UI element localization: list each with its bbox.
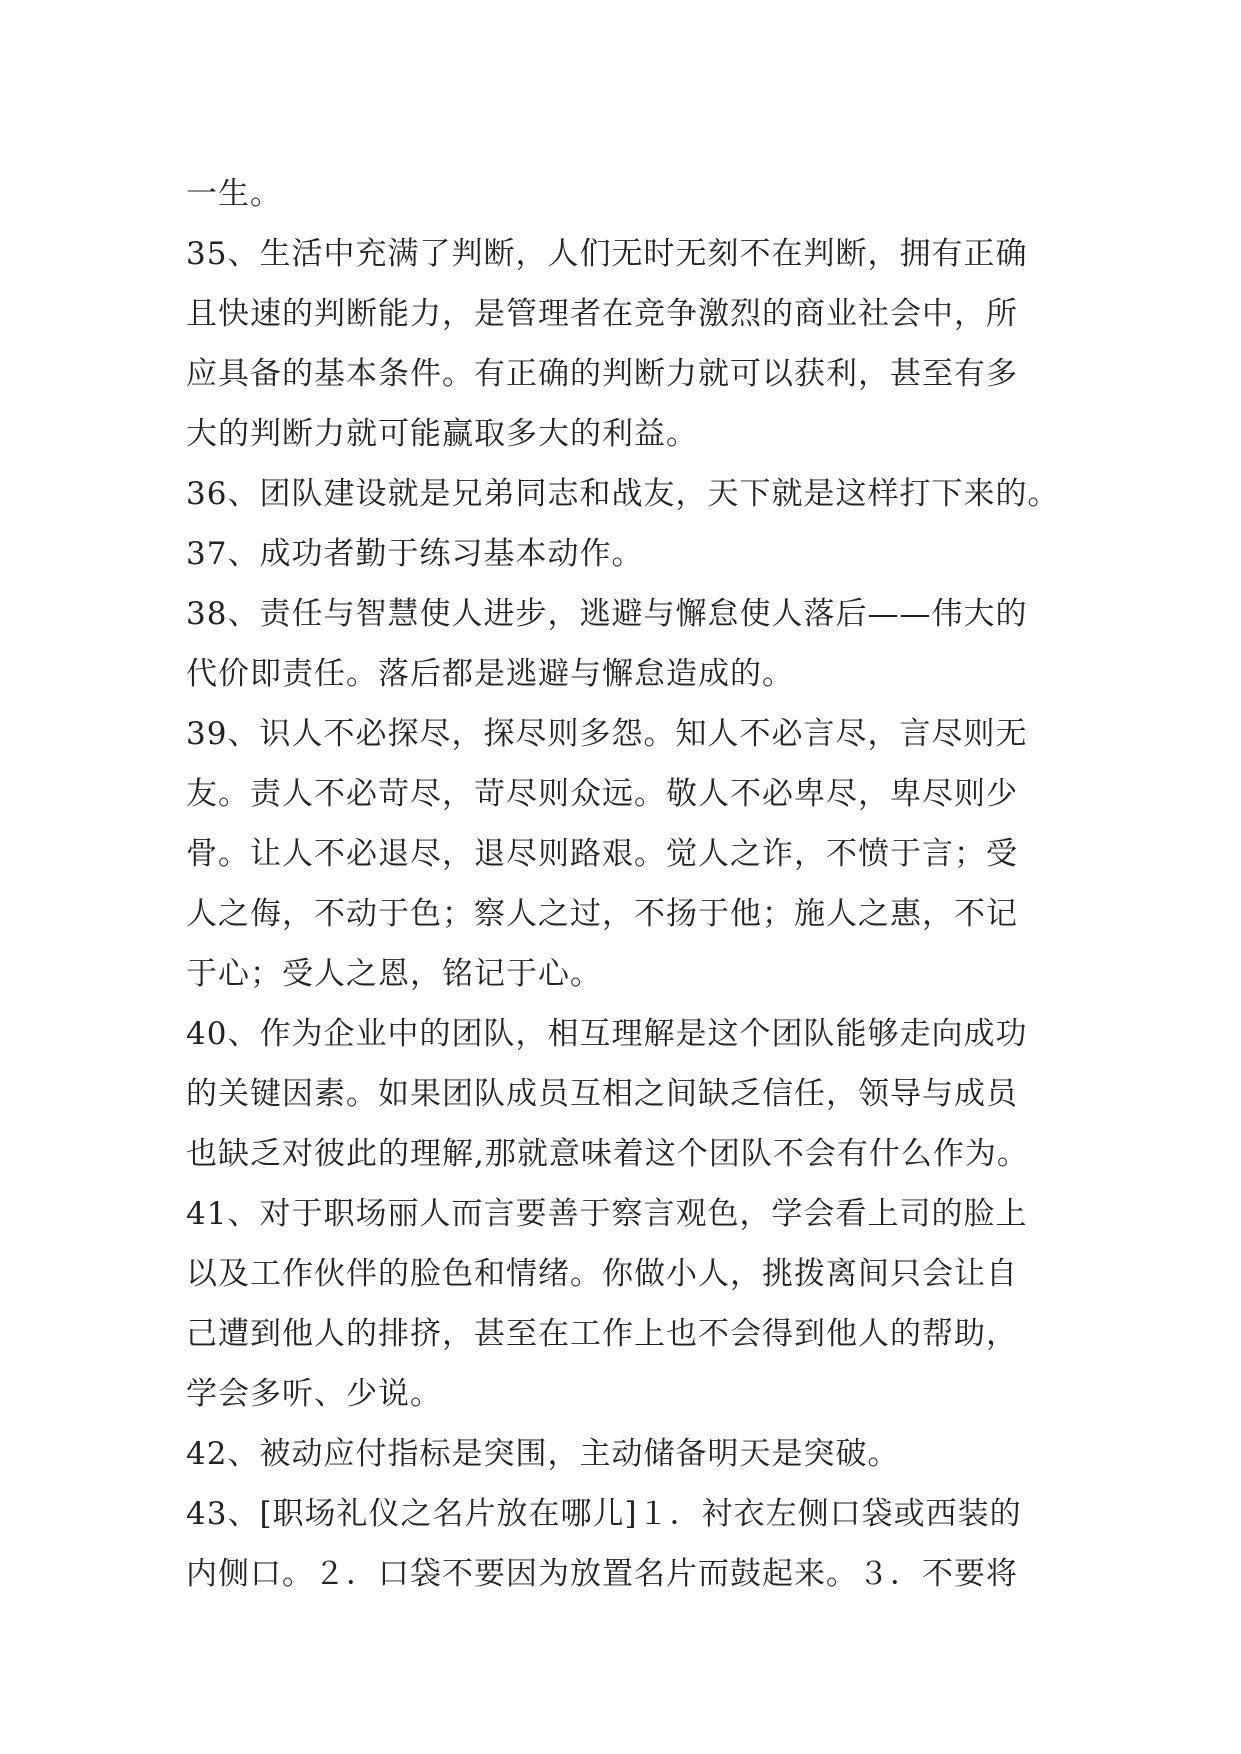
text-line: 37、成功者勤于练习基本动作。 xyxy=(186,536,644,572)
text-line: 己遭到他人的排挤，甚至在工作上也不会得到他人的帮助， xyxy=(186,1316,1018,1352)
text-line: 人之侮，不动于色；察人之过，不扬于他；施人之惠，不记 xyxy=(186,896,1018,932)
text-line: 38、责任与智慧使人进步，逃避与懈怠使人落后——伟大的 xyxy=(186,596,1028,632)
text-line: 学会多听、少说。 xyxy=(186,1376,442,1412)
text-line: 且快速的判断能力，是管理者在竞争激烈的商业社会中，所 xyxy=(186,296,1018,332)
text-line: 40、作为企业中的团队，相互理解是这个团队能够走向成功 xyxy=(186,1016,1028,1052)
text-line: 43、[职场礼仪之名片放在哪儿]１．衬衣左侧口袋或西装的 xyxy=(186,1496,1022,1532)
text-line: 内侧口。２．口袋不要因为放置名片而鼓起来。３．不要将 xyxy=(186,1556,1018,1592)
text-line: 41、对于职场丽人而言要善于察言观色，学会看上司的脸上 xyxy=(186,1196,1028,1232)
text-line: 代价即责任。落后都是逃避与懈怠造成的。 xyxy=(186,656,794,692)
document-body xyxy=(186,164,1066,1604)
text-line: 于心；受人之恩，铭记于心。 xyxy=(186,956,602,992)
text-line: 应具备的基本条件。有正确的判断力就可以获利，甚至有多 xyxy=(186,356,1018,392)
text-line: 42、被动应付指标是突围，主动储备明天是突破。 xyxy=(186,1436,900,1472)
text-line: 一生。 xyxy=(186,176,282,212)
text-line: 友。责人不必苛尽，苛尽则众远。敬人不必卑尽，卑尽则少 xyxy=(186,776,1018,812)
text-line: 大的判断力就可能赢取多大的利益。 xyxy=(186,416,698,452)
text-line: 39、识人不必探尽，探尽则多怨。知人不必言尽，言尽则无 xyxy=(186,716,1028,752)
text-line: 36、团队建设就是兄弟同志和战友，天下就是这样打下来的。 xyxy=(186,476,1060,512)
text-line: 以及工作伙伴的脸色和情绪。你做小人，挑拨离间只会让自 xyxy=(186,1256,1018,1292)
text-line: 骨。让人不必退尽，退尽则路艰。觉人之诈，不愤于言；受 xyxy=(186,836,1018,872)
text-line: 也缺乏对彼此的理解,那就意味着这个团队不会有什么作为。 xyxy=(186,1136,1029,1172)
text-line: 的关键因素。如果团队成员互相之间缺乏信任，领导与成员 xyxy=(186,1076,1018,1112)
text-line: 35、生活中充满了判断，人们无时无刻不在判断，拥有正确 xyxy=(186,236,1028,272)
